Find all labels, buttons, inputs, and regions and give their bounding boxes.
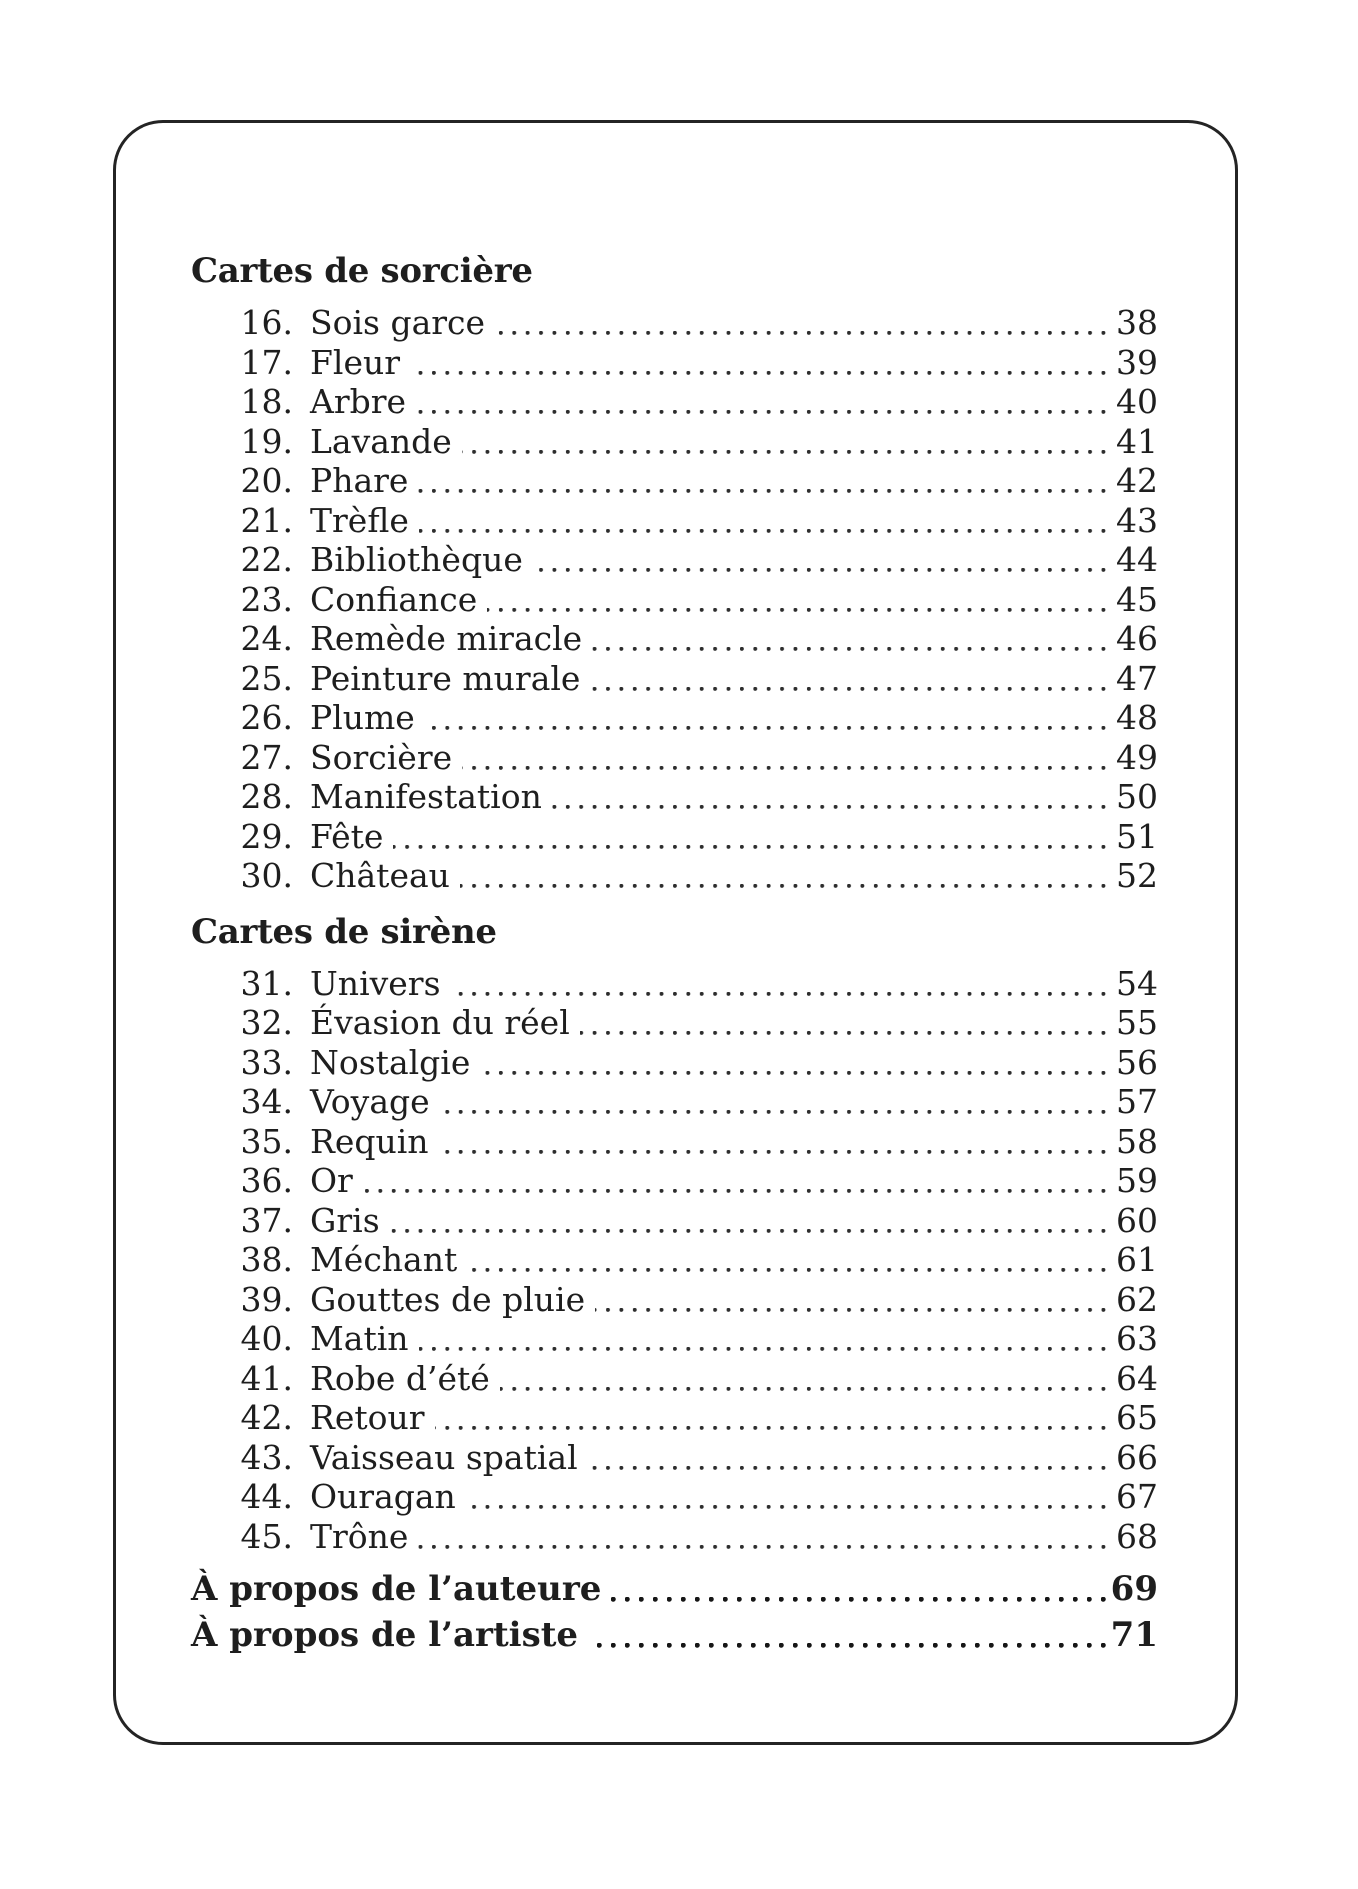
item-number: 33. <box>240 1042 293 1082</box>
item-page-number: 50 <box>1107 777 1158 817</box>
item-title: Voyage <box>310 1082 430 1121</box>
item-title: Nostalgie <box>310 1042 471 1082</box>
toc-row-left <box>191 580 487 620</box>
item-number: 38. <box>240 1240 293 1279</box>
item-title: Lavande <box>310 421 452 461</box>
item-page-number: 49 <box>1107 738 1158 778</box>
item-page-number: 55 <box>1107 1003 1158 1043</box>
item-number: 18. <box>240 382 293 421</box>
toc-row-left <box>191 382 416 422</box>
section-heading: Cartes de sorcière <box>191 251 1158 291</box>
item-page-number: 57 <box>1107 1082 1158 1122</box>
toc-footer-row <box>191 1566 1158 1612</box>
toc-row <box>191 964 1158 1004</box>
toc-row-left <box>191 1122 439 1162</box>
item-page-number: 58 <box>1107 1122 1158 1162</box>
item-page-number: 67 <box>1107 1477 1158 1517</box>
item-number: 43. <box>240 1437 293 1477</box>
item-page-number: 44 <box>1107 540 1158 580</box>
item-page-number: 48 <box>1107 698 1158 738</box>
item-title: Or <box>310 1161 353 1200</box>
toc-row <box>191 540 1158 580</box>
toc-row <box>191 1122 1158 1162</box>
item-page-number: 38 <box>1107 303 1158 343</box>
item-page-number: 51 <box>1107 817 1158 857</box>
item-number: 41. <box>240 1358 293 1398</box>
toc-row-left <box>191 1359 500 1399</box>
item-page-number: 52 <box>1107 856 1158 896</box>
toc-row <box>191 1280 1158 1320</box>
toc-row <box>191 343 1158 383</box>
toc-row-left <box>191 738 462 778</box>
toc-row <box>191 580 1158 620</box>
toc-row <box>191 738 1158 778</box>
toc-row-left <box>191 777 552 817</box>
item-number: 45. <box>240 1516 293 1556</box>
item-number: 32. <box>240 1003 293 1042</box>
toc-row <box>191 619 1158 659</box>
item-number: 16. <box>240 303 293 342</box>
item-title: Confiance <box>310 579 478 619</box>
toc-row-left <box>191 461 418 501</box>
footer-page-number: 69 <box>1106 1566 1158 1612</box>
item-page-number: 64 <box>1107 1359 1158 1399</box>
item-number: 39. <box>240 1279 293 1319</box>
footer-row-left <box>191 1566 611 1612</box>
toc-row-left <box>191 856 460 896</box>
item-title: Plume <box>310 698 415 737</box>
book-page <box>113 120 1238 1745</box>
toc-row <box>191 501 1158 541</box>
toc-row <box>191 382 1158 422</box>
item-title: Trèfle <box>310 500 409 540</box>
toc-row-left <box>191 1201 390 1241</box>
item-title: Gouttes de pluie <box>310 1279 586 1319</box>
item-number: 36. <box>240 1161 293 1200</box>
item-title: Sois garce <box>310 303 486 342</box>
toc-row-left <box>191 817 393 857</box>
item-number: 21. <box>240 500 293 540</box>
table-of-contents <box>191 251 1158 1556</box>
toc-row <box>191 1240 1158 1280</box>
toc-row-left <box>191 1003 580 1043</box>
item-page-number: 41 <box>1107 422 1158 462</box>
toc-row <box>191 1082 1158 1122</box>
item-title: Robe d’été <box>310 1358 490 1398</box>
toc-row <box>191 422 1158 462</box>
section-heading: Cartes de sirène <box>191 912 1158 952</box>
item-page-number: 63 <box>1107 1319 1158 1359</box>
item-number: 25. <box>240 658 293 698</box>
item-number: 34. <box>240 1082 293 1121</box>
item-title: Fleur <box>310 342 401 382</box>
toc-row <box>191 1359 1158 1399</box>
item-number: 24. <box>240 619 293 658</box>
item-page-number: 62 <box>1107 1280 1158 1320</box>
toc-row-left <box>191 1398 435 1438</box>
toc-row-left <box>191 1438 588 1478</box>
item-page-number: 47 <box>1107 659 1158 699</box>
toc-row-left <box>191 698 425 738</box>
item-number: 30. <box>240 856 293 895</box>
toc-row-left <box>191 619 592 659</box>
item-title: Trône <box>310 1516 409 1556</box>
toc-row-left <box>191 1517 418 1557</box>
item-title: Matin <box>310 1319 409 1358</box>
footer-label: À propos de l’auteure <box>191 1569 602 1609</box>
toc-row-left <box>191 1477 466 1517</box>
item-number: 31. <box>240 963 293 1003</box>
toc-row-left <box>191 1280 595 1320</box>
item-number: 22. <box>240 540 293 579</box>
item-title: Château <box>310 856 450 895</box>
item-number: 20. <box>240 461 293 500</box>
toc-row-left <box>191 964 451 1004</box>
item-number: 44. <box>240 1477 293 1516</box>
item-title: Remède miracle <box>310 619 583 658</box>
item-page-number: 45 <box>1107 580 1158 620</box>
item-title: Bibliothèque <box>310 540 523 579</box>
item-page-number: 46 <box>1107 619 1158 659</box>
item-title: Peinture murale <box>310 658 581 698</box>
item-number: 27. <box>240 737 293 777</box>
toc-row <box>191 856 1158 896</box>
item-title: Requin <box>310 1121 429 1161</box>
toc-row-left <box>191 1319 419 1359</box>
toc-row-left <box>191 1161 363 1201</box>
toc-row <box>191 461 1158 501</box>
item-page-number: 54 <box>1107 964 1158 1004</box>
toc-footer-row <box>191 1612 1158 1658</box>
item-number: 17. <box>240 342 293 382</box>
toc-row <box>191 659 1158 699</box>
toc-row-left <box>191 303 495 343</box>
item-number: 29. <box>240 816 293 856</box>
toc-row <box>191 777 1158 817</box>
item-page-number: 68 <box>1107 1517 1158 1557</box>
toc-row <box>191 303 1158 343</box>
item-title: Sorcière <box>310 737 453 777</box>
item-title: Gris <box>310 1200 380 1240</box>
toc-row-left <box>191 422 462 462</box>
item-page-number: 40 <box>1107 382 1158 422</box>
toc-row-left <box>191 1043 480 1083</box>
toc-row-left <box>191 540 533 580</box>
item-number: 40. <box>240 1319 293 1358</box>
item-title: Méchant <box>310 1240 458 1279</box>
item-page-number: 61 <box>1107 1240 1158 1280</box>
item-page-number: 66 <box>1107 1438 1158 1478</box>
footer-label: À propos de l’artiste <box>191 1615 579 1655</box>
toc-footer <box>191 1566 1158 1658</box>
toc-row <box>191 1517 1158 1557</box>
item-page-number: 56 <box>1107 1043 1158 1083</box>
item-page-number: 65 <box>1107 1398 1158 1438</box>
item-number: 35. <box>240 1121 293 1161</box>
toc-row <box>191 1043 1158 1083</box>
item-title: Phare <box>310 461 409 500</box>
item-page-number: 43 <box>1107 501 1158 541</box>
toc-row <box>191 1161 1158 1201</box>
item-number: 23. <box>240 579 293 619</box>
toc-row <box>191 1477 1158 1517</box>
toc-row <box>191 1003 1158 1043</box>
toc-row-left <box>191 501 419 541</box>
item-number: 19. <box>240 421 293 461</box>
toc-row <box>191 1398 1158 1438</box>
footer-page-number: 71 <box>1106 1612 1158 1658</box>
toc-row-left <box>191 343 410 383</box>
item-title: Fête <box>310 816 384 856</box>
toc-row <box>191 698 1158 738</box>
toc-row <box>191 1319 1158 1359</box>
item-title: Vaisseau spatial <box>310 1437 578 1477</box>
item-title: Évasion du réel <box>310 1003 570 1042</box>
item-number: 26. <box>240 698 293 737</box>
item-title: Ouragan <box>310 1477 456 1516</box>
item-page-number: 59 <box>1107 1161 1158 1201</box>
item-page-number: 60 <box>1107 1201 1158 1241</box>
toc-row-left <box>191 1082 440 1122</box>
footer-row-left <box>191 1612 588 1658</box>
item-number: 37. <box>240 1200 293 1240</box>
toc-row <box>191 817 1158 857</box>
toc-row <box>191 1438 1158 1478</box>
item-number: 42. <box>240 1398 293 1437</box>
item-page-number: 39 <box>1107 343 1158 383</box>
toc-row-left <box>191 659 590 699</box>
toc-row-left <box>191 1240 467 1280</box>
item-number: 28. <box>240 777 293 816</box>
item-title: Manifestation <box>310 777 542 816</box>
toc-row <box>191 1201 1158 1241</box>
item-title: Univers <box>310 963 441 1003</box>
item-title: Retour <box>310 1398 425 1437</box>
item-title: Arbre <box>310 382 407 421</box>
item-page-number: 42 <box>1107 461 1158 501</box>
